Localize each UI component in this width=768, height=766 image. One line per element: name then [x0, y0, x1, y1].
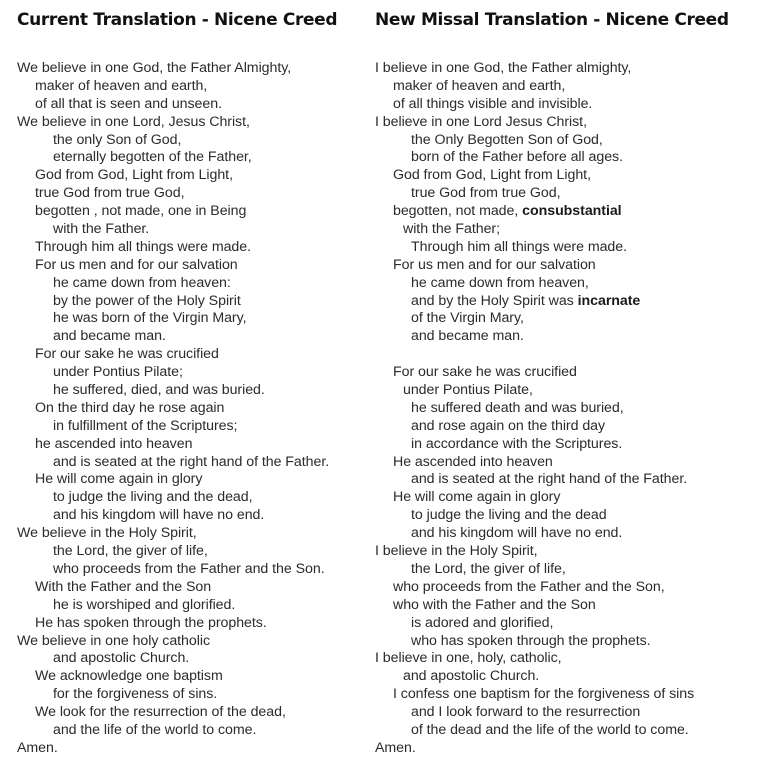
line-text: true God from true God, [411, 185, 561, 202]
current-translation-line [17, 167, 329, 185]
line-text: who with the Father and the Son [393, 596, 596, 613]
new-missal-translation-line [375, 310, 694, 328]
line-text: he came down from heaven, [411, 274, 589, 291]
new-missal-translation-line [375, 740, 694, 758]
line-text: he came down from heaven: [53, 274, 231, 291]
new-missal-translation-line [375, 364, 694, 382]
new-missal-translation-line [375, 382, 694, 400]
new-missal-translation-line [375, 704, 694, 722]
new-missal-translation-line [375, 60, 694, 78]
new-missal-translation-line [375, 668, 694, 686]
line-text: he suffered, died, and was buried. [53, 382, 265, 399]
current-translation-line [17, 704, 329, 722]
current-translation-line [17, 400, 329, 418]
new-missal-translation-line [375, 722, 694, 740]
line-text: He ascended into heaven [393, 453, 553, 470]
line-text: maker of heaven and earth, [393, 77, 566, 94]
line-text: eternally begotten of the Father, [53, 149, 252, 166]
line-text: and apostolic Church. [403, 668, 540, 685]
current-translation-line [17, 346, 329, 364]
line-text: I confess one baptism for the forgiveness of sins [393, 686, 695, 703]
new-missal-translation-line [375, 275, 694, 293]
line-text: Through him all things were made. [35, 238, 251, 255]
line-text: the Lord, the giver of life, [53, 543, 208, 560]
current-translation-line [17, 525, 329, 543]
line-text: the Lord, the giver of life, [411, 560, 566, 577]
line-text: God from God, Light from Light, [393, 167, 591, 184]
line-text: he ascended into heaven [35, 435, 193, 452]
new-missal-translation-heading: New Missal Translation - Nicene Creed [375, 10, 729, 30]
current-translation-line [17, 221, 329, 239]
line-text: of all that is seen and unseen. [35, 95, 222, 112]
current-translation-line [17, 78, 329, 96]
line-text: to judge the living and the dead, [53, 489, 253, 506]
line-text: of the Virgin Mary, [411, 310, 524, 327]
current-translation-line [17, 239, 329, 257]
new-missal-translation-line [375, 346, 694, 364]
line-text: he suffered death and was buried, [411, 399, 624, 416]
emphasized-word: incarnate [577, 292, 641, 309]
new-missal-translation-line [375, 185, 694, 203]
current-translation-line [17, 722, 329, 740]
new-missal-translation-line [375, 293, 694, 311]
line-text: With the Father and the Son [35, 578, 212, 595]
line-text: He has spoken through the prophets. [35, 614, 267, 631]
current-translation-text [17, 60, 329, 758]
line-text: the Only Begotten Son of God, [411, 131, 603, 148]
current-translation-line [17, 114, 329, 132]
line-text: born of the Father before all ages. [411, 149, 623, 166]
line-text: For our sake he was crucified [35, 346, 219, 363]
line-text: begotten , not made, one in Being [35, 203, 247, 220]
current-translation-line [17, 436, 329, 454]
current-translation-line [17, 543, 329, 561]
current-translation-line [17, 60, 329, 78]
current-translation-line [17, 275, 329, 293]
line-text: to judge the living and the dead [411, 507, 607, 524]
line-text: We believe in the Holy Spirit, [17, 525, 197, 542]
current-translation-line [17, 579, 329, 597]
line-text: who proceeds from the Father and the Son. [53, 560, 325, 577]
line-text: and became man. [411, 328, 524, 345]
line-text: who has spoken through the prophets. [411, 632, 651, 649]
line-text: of the dead and the life of the world to come. [411, 721, 689, 738]
line-text: he is worshiped and glorified. [53, 596, 236, 613]
new-missal-translation-line [375, 132, 694, 150]
new-missal-translation-line [375, 149, 694, 167]
current-translation-line [17, 96, 329, 114]
line-text: I believe in one Lord Jesus Christ, [375, 113, 587, 130]
line-text: and rose again on the third day [411, 417, 606, 434]
current-translation-line [17, 686, 329, 704]
line-text: with the Father. [53, 221, 150, 238]
line-text: I believe in one, holy, catholic, [375, 650, 562, 667]
new-missal-translation-line [375, 525, 694, 543]
line-text: We believe in one God, the Father Almighty, [17, 60, 292, 76]
line-text: and by the Holy Spirit was [411, 292, 578, 309]
current-translation-line [17, 310, 329, 328]
line-text: We look for the resurrection of the dead, [35, 704, 286, 721]
new-missal-translation-line [375, 543, 694, 561]
new-missal-translation-line [375, 400, 694, 418]
line-text: He will come again in glory [35, 471, 203, 488]
current-translation-line [17, 561, 329, 579]
emphasized-word: consubstantial [522, 203, 622, 220]
new-missal-translation-line [375, 114, 694, 132]
new-missal-translation-line [375, 579, 694, 597]
line-text: We acknowledge one baptism [35, 668, 223, 685]
line-text: for the forgiveness of sins. [53, 686, 218, 703]
new-missal-translation-line [375, 454, 694, 472]
line-text: Amen. [375, 739, 416, 756]
current-translation-line [17, 615, 329, 633]
current-translation-line [17, 185, 329, 203]
current-translation-line [17, 507, 329, 525]
line-text: Through him all things were made. [411, 238, 627, 255]
line-text: On the third day he rose again [35, 399, 225, 416]
new-missal-translation-line [375, 615, 694, 633]
new-missal-translation-line [375, 239, 694, 257]
line-text: I believe in one God, the Father almighty, [375, 60, 632, 76]
new-missal-translation-line [375, 96, 694, 114]
current-translation-line [17, 149, 329, 167]
line-text: is adored and glorified, [411, 614, 554, 631]
line-text: and apostolic Church. [53, 650, 190, 667]
line-text: who proceeds from the Father and the Son, [393, 578, 665, 595]
current-translation-line [17, 293, 329, 311]
new-missal-translation-line [375, 597, 694, 615]
line-text: in fulfillment of the Scriptures; [53, 417, 238, 434]
line-text: and the life of the world to come. [53, 721, 257, 738]
new-missal-translation-line [375, 561, 694, 579]
line-text: Amen. [17, 739, 58, 756]
line-text: maker of heaven and earth, [35, 77, 208, 94]
line-text: he was born of the Virgin Mary, [53, 310, 247, 327]
current-translation-line [17, 633, 329, 651]
line-text: with the Father; [403, 221, 500, 238]
line-text: For us men and for our salvation [35, 256, 238, 273]
current-translation-line [17, 489, 329, 507]
new-missal-translation-line [375, 436, 694, 454]
new-missal-translation-line [375, 686, 694, 704]
line-text: I believe in the Holy Spirit, [375, 543, 538, 560]
current-translation-line [17, 668, 329, 686]
current-translation-line [17, 132, 329, 150]
line-text: true God from true God, [35, 185, 185, 202]
new-missal-translation-line [375, 633, 694, 651]
line-text: and became man. [53, 328, 166, 345]
line-text: We believe in one Lord, Jesus Christ, [17, 113, 250, 130]
new-missal-translation-line [375, 203, 694, 221]
line-text: in accordance with the Scriptures. [411, 435, 623, 452]
line-text: and his kingdom will have no end. [53, 507, 265, 524]
line-text: and is seated at the right hand of the Father. [411, 471, 688, 488]
current-translation-line [17, 418, 329, 436]
current-translation-line [17, 203, 329, 221]
line-text: and his kingdom will have no end. [411, 525, 623, 542]
line-text: under Pontius Pilate, [403, 382, 533, 399]
current-translation-line [17, 454, 329, 472]
current-translation-line [17, 382, 329, 400]
new-missal-translation-line [375, 418, 694, 436]
line-text: the only Son of God, [53, 131, 182, 148]
line-text: of all things visible and invisible. [393, 95, 593, 112]
line-text: by the power of the Holy Spirit [53, 292, 241, 309]
current-translation-line [17, 597, 329, 615]
new-missal-translation-line [375, 257, 694, 275]
line-text: and I look forward to the resurrection [411, 704, 641, 721]
current-translation-line [17, 471, 329, 489]
new-missal-translation-line [375, 328, 694, 346]
line-text: begotten, not made, [393, 203, 523, 220]
new-missal-translation-line [375, 507, 694, 525]
new-missal-translation-line [375, 78, 694, 96]
current-translation-line [17, 328, 329, 346]
line-text: For us men and for our salvation [393, 256, 596, 273]
new-missal-translation-line [375, 471, 694, 489]
current-translation-line [17, 740, 329, 758]
current-translation-line [17, 364, 329, 382]
current-translation-line [17, 650, 329, 668]
line-text: We believe in one holy catholic [17, 632, 210, 649]
new-missal-translation-line [375, 167, 694, 185]
current-translation-line [17, 257, 329, 275]
new-missal-translation-line [375, 650, 694, 668]
line-text: and is seated at the right hand of the Father. [53, 453, 330, 470]
line-text: God from God, Light from Light, [35, 167, 233, 184]
new-missal-translation-line [375, 221, 694, 239]
line-text: For our sake he was crucified [393, 364, 577, 381]
new-missal-translation-line [375, 489, 694, 507]
line-text: He will come again in glory [393, 489, 561, 506]
new-missal-translation-text [375, 60, 694, 758]
line-text: under Pontius Pilate; [53, 364, 183, 381]
current-translation-heading: Current Translation - Nicene Creed [17, 10, 338, 30]
